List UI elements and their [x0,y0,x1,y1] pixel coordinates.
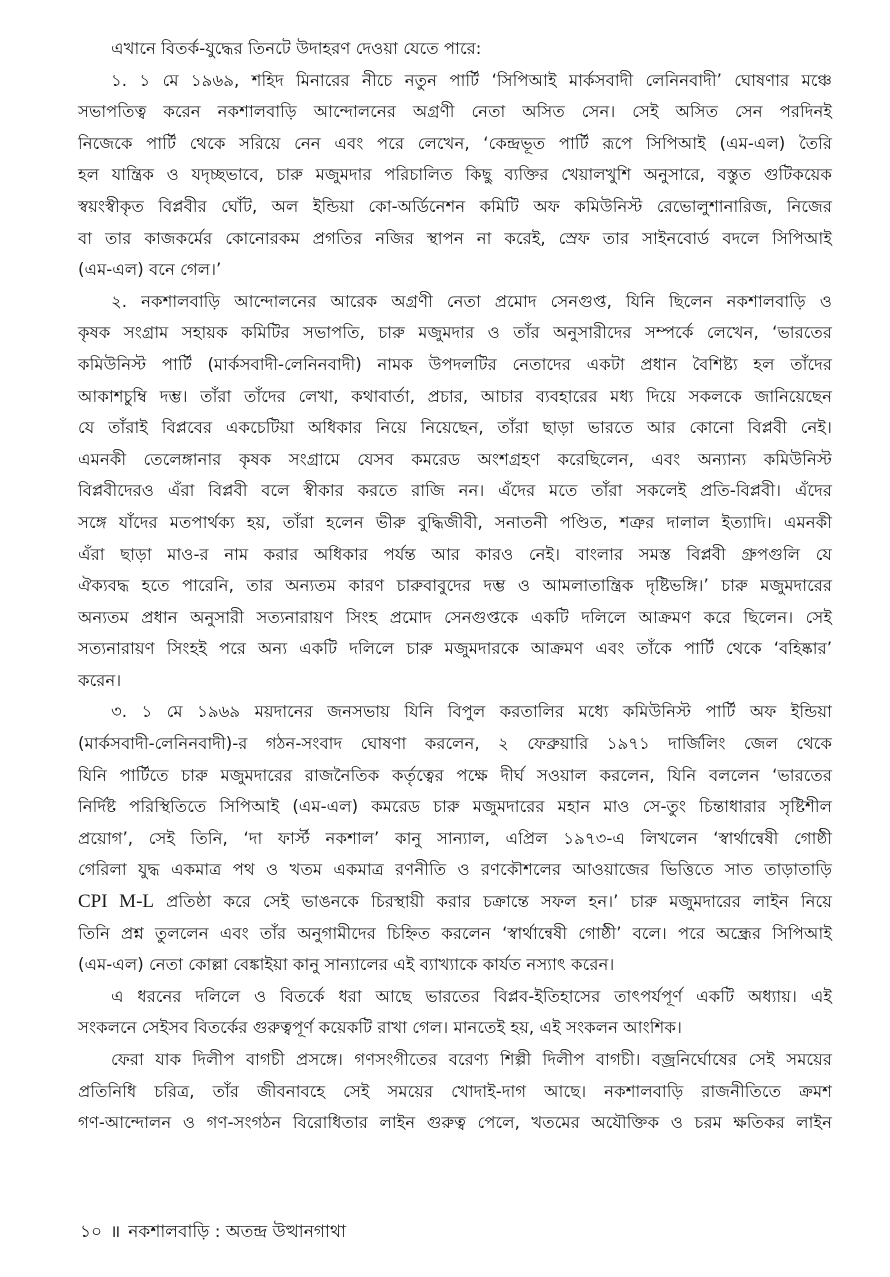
latin-text: CPI M-L [78,891,154,913]
line-text: বিপ্লবীদেরও এঁরা বিপ্লবী বলে স্বীকার করতে রাজি নন। এঁদের মতে তাঁরা সকলেই প্রতি-বিপ্লবী। এঁদের [78,481,832,501]
text-line [78,602,832,634]
paragraph-first-line [78,286,832,318]
text-line [78,633,832,665]
line-text: কৃষক সংগ্রাম সহায়ক কমিটির সভাপতি, চারু মজুমদার ও তাঁর অনুসারীদের সম্পর্কে লেখেন, ‘ভারতের [78,323,832,343]
text-line [78,381,832,413]
paragraph-first-line [78,65,832,97]
line-text: এ ধরনের দলিলে ও বিতর্কে ধরা আছে ভারতের বিপ্লব-ইতিহাসের তাৎপর্যপূর্ণ একটি অধ্যায়। এই [111,986,832,1006]
footer-separator: ॥ [110,1222,121,1242]
text-line [78,539,832,571]
text-line [78,570,832,602]
text-line [78,949,832,981]
line-text: (মার্কসবাদী-লেনিনবাদী)-র গঠন-সংবাদ ঘোষণা করলেন, ২ ফেব্রুয়ারি ১৯৭১ দার্জিলিং জেল থেকে [78,734,832,754]
line-text: বা তার কাজকর্মের কোনোরকম প্রগতির নজির স্থাপন না করেই, স্রেফ তার সাইনবোর্ড বদলে সিপিআই [78,228,832,248]
paragraph-first-line [78,981,832,1013]
line-text: সঙ্গে যাঁদের মতপার্থক্য হয়, তাঁরা হলেন ভীরু বুদ্ধিজীবী, সনাতনী পণ্ডিত, শত্রুর দালাল ইত্যাদি। এমনকী [78,512,832,532]
text-line [78,918,832,950]
line-text: এমনকী তেলেঙ্গানার কৃষক সংগ্রামে যেসব কমরেড অংশগ্রহণ করেছিলেন, এবং অন্যান্য কমিউনিস্ট [78,449,832,469]
text-line [78,223,832,255]
line-text: করেন। [78,670,122,690]
line-text: সভাপতিত্ব করেন নকশালবাড়ি আন্দোলনের অগ্রণী নেতা অসিত সেন। সেই অসিত সেন পরদিনই [78,102,832,122]
page-number: ১০ [80,1222,103,1242]
line-text: যে তাঁরাই বিপ্লবের একচেটিয়া অধিকার নিয়ে নিয়েছেন, তাঁরা ছাড়া ভারতে আর কোনো বিপ্লবী নেই। [78,418,832,438]
line-text: ১. ১ মে ১৯৬৯, শহিদ মিনারের নীচে নতুন পার্টি ‘সিপিআই মার্কসবাদী লেনিনবাদী’ ঘোষণার মঞ্চে [111,70,832,90]
text-line [78,159,832,191]
line-text: সত্যনারায়ণ সিংহই পরে অন্য একটি দলিলে চারু মজুমদারকে আক্রমণ এবং তাঁকে পার্টি থেকে ‘বহিষ্কার’ [78,639,832,659]
text-line [78,728,832,760]
line-text: (এম-এল) বনে গেল।’ [78,260,222,280]
line-text: (এম-এল) নেতা কোল্লা বেঙ্কাইয়া কানু সান্যালের এই ব্যাখ্যাকে কার্যত নস্যাৎ করেন। [78,955,615,975]
text-line [78,475,832,507]
text-line [78,791,832,823]
line-text: সংকলনে সেইসব বিতর্কের গুরুত্বপূর্ণ কয়েকটি রাখা গেল। মানতেই হয়, এই সংকলন আংশিক। [78,1018,682,1038]
text-line [78,96,832,128]
text-line [78,823,832,855]
paragraph-first-line [78,33,832,65]
text-line [78,317,832,349]
line-text: এঁরা ছাড়া মাও-র নাম করার অধিকার পর্যন্ত আর কারও নেই। বাংলার সমস্ত বিপ্লবী গ্রুপগুলি যে [78,544,832,564]
text-line [78,760,832,792]
text-line [78,444,832,476]
line-text: ২. নকশালবাড়ি আন্দোলনের আরেক অগ্রণী নেতা প্রমোদ সেনগুপ্ত, যিনি ছিলেন নকশালবাড়ি ও [111,291,832,311]
text-line [78,349,832,381]
line-text: প্রয়োগ’, সেই তিনি, ‘দা ফার্স্ট নকশাল’ কানু সান্যাল, এপ্রিল ১৯৭৩-এ লিখলেন ‘স্বার্থান্বেষী গোষ্ঠী [78,828,832,848]
line-text: কমিউনিস্ট পার্টি (মার্কসবাদী-লেনিনবাদী) নামক উপদলটির নেতাদের একটা প্রধান বৈশিষ্ট্য হল তাঁদের [78,354,832,374]
line-text: যিনি পার্টিতে চারু মজুমদারের রাজনৈতিক কর্তৃত্বের পক্ষে দীর্ঘ সওয়াল করলেন, যিনি বললেন ‘ভারতের [78,765,832,785]
text-line [78,886,832,918]
text-line [78,665,832,697]
paragraph-first-line [78,696,832,728]
line-text: প্রতিনিধি চরিত্র, তাঁর জীবনাবহে সেই সময়ের খোদাই-দাগ আছে। নকশালবাড়ি রাজনীতিতে ক্রমশ [78,1081,832,1101]
text-line [78,412,832,444]
line-text: তিনি প্রশ্ন তুললেন এবং তাঁর অনুগামীদের চিহ্নিত করলেন ‘স্বার্থান্বেষী গোষ্ঠী’ বলে। পরে অন্ধ্রের সিপিআই [78,923,832,943]
running-title: নকশালবাড়ি : অতন্দ্র উত্থানগাথা [128,1222,346,1242]
page-body [78,33,832,1139]
line-text: এখানে বিতর্ক-যুদ্ধের তিনটে উদাহরণ দেওয়া যেতে পারে: [111,39,482,58]
line-text: গেরিলা যুদ্ধ একমাত্র পথ ও খতম একমাত্র রণনীতি ও রণকৌশলের আওয়াজের ভিত্তিতে সাত তাড়াতাড়ি [78,860,832,880]
line-text: ৩. ১ মে ১৯৬৯ ময়দানের জনসভায় যিনি বিপুল করতালির মধ্যে কমিউনিস্ট পার্টি অফ ইন্ডিয়া [111,702,832,722]
line-text: ফেরা যাক দিলীপ বাগচী প্রসঙ্গে। গণসংগীতের বরেণ্য শিল্পী দিলীপ বাগচী। বজ্রনির্ঘোষের সেই সময়ের [111,1050,832,1069]
text-line [78,128,832,160]
line-text: ঐক্যবদ্ধ হতে পারেনি, তার অন্যতম কারণ চারুবাবুদের দম্ভ ও আমলাতান্ত্রিক দৃষ্টিভঙ্গি।’ চারু মজুমদারের [78,576,832,596]
line-text: নির্দিষ্ট পরিস্থিতিতে সিপিআই (এম-এল) কমরেড চারু মজুমদারের মহান মাও সে-তুং চিন্তাধারার সৃষ্টিশীল [78,797,832,817]
line-text: গণ-আন্দোলন ও গণ-সংগঠন বিরোধিতার লাইন গুরুত্ব পেলে, খতমের অযৌক্তিক ও চরম ক্ষতিকর লাইন [78,1113,832,1133]
text-line [78,507,832,539]
line-text: প্রতিষ্ঠা করে সেই ভাঙনকে চিরস্থায়ী করার চক্রান্তে সফল হন।’ চারু মজুমদারের লাইন নিয়ে [154,892,832,912]
text-line [78,254,832,286]
text-line [78,1107,832,1139]
line-text: হল যান্ত্রিক ও যদৃচ্ছভাবে, চারু মজুমদার পরিচালিত কিছু ব্যক্তির খেয়ালখুশি অনুসারে, বস্তুত গুটিকয়েক [78,165,832,185]
page-footer [80,1220,346,1244]
line-text: স্বয়ংস্বীকৃত বিপ্লবীর ঘোঁট, অল ইন্ডিয়া কো-অর্ডিনেশন কমিটি অফ কমিউনিস্ট রেভোলুশানারিজ, নিজের [78,196,832,216]
text-line [78,1076,832,1108]
line-text: অন্যতম প্রধান অনুসারী সত্যনারায়ণ সিংহ প্রমোদ সেনগুপ্তকে একটি দলিলে আক্রমণ করে ছিলেন। সেই [78,607,832,627]
text-line [78,854,832,886]
line-text: আকাশচুম্বি দম্ভ। তাঁরা তাঁদের লেখা, কথাবার্তা, প্রচার, আচার ব্যবহারের মধ্য দিয়ে সকলকে জানিয়েছেন [78,386,832,406]
line-text: নিজেকে পার্টি থেকে সরিয়ে নেন এবং পরে লেখেন, ‘কেন্দ্রভূত পার্টি রূপে সিপিআই (এম-এল) তৈরি [78,133,832,153]
text-line [78,191,832,223]
paragraph-first-line [78,1044,832,1076]
text-line [78,1012,832,1044]
